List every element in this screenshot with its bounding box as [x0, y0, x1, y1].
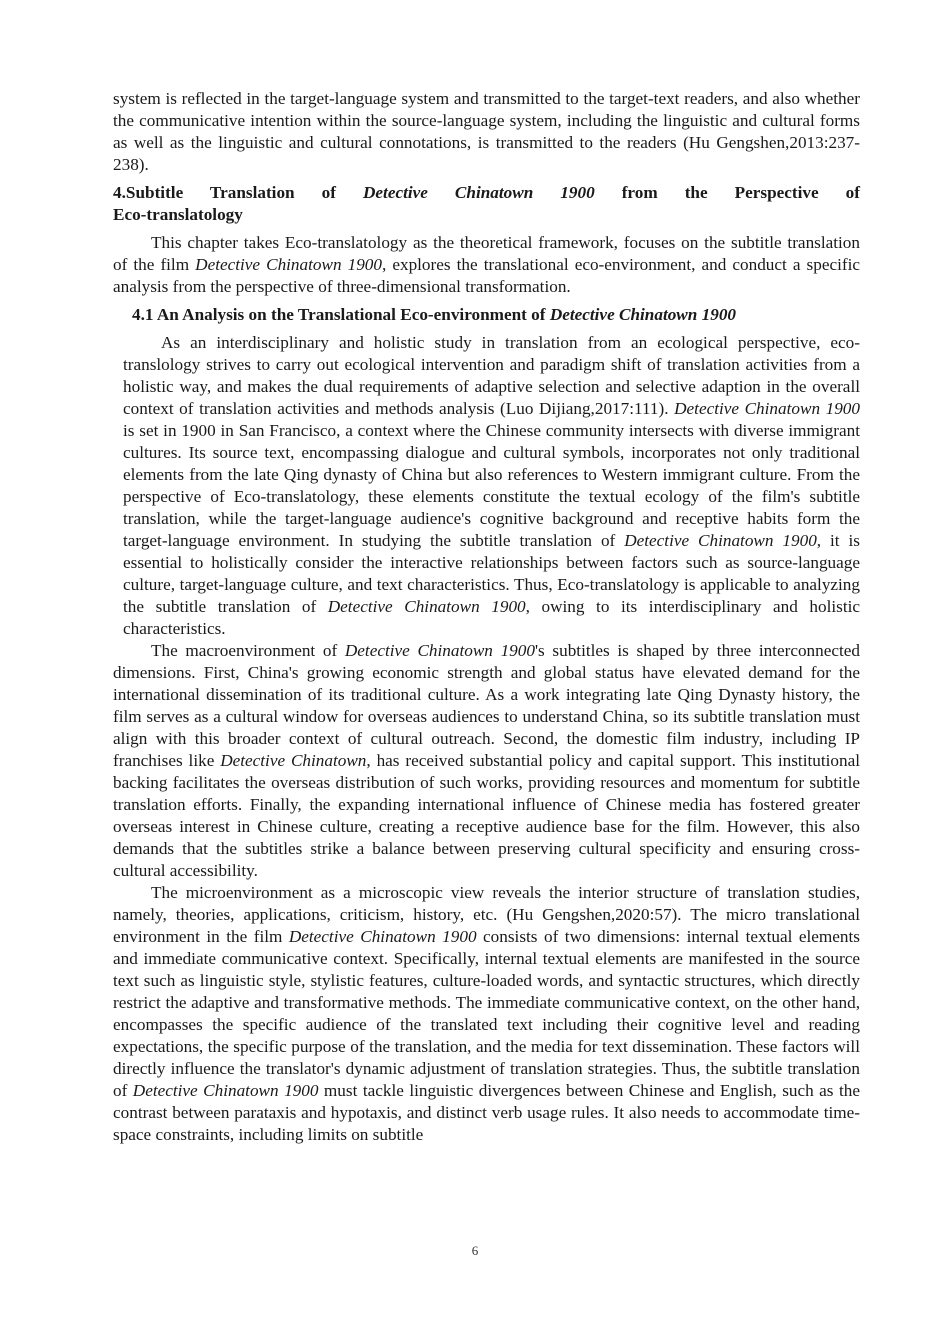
heading-prefix: 4.Subtitle Translation of — [113, 183, 363, 202]
page-number: 6 — [471, 1243, 479, 1258]
subsection-heading-4-1 — [132, 304, 860, 326]
p3-film-title-1: Detective Chinatown 1900 — [344, 641, 535, 660]
paragraph-continuation: system is reflected in the target-language system and transmitted to the target-text readers, and also whether the communicative intention within the source-language system, including the linguistic and cultural forms as well as the linguistic and cultural connotations, is transmitted to the readers (Hu Gengshen,2013:237-238). — [113, 89, 860, 174]
paragraph-eco-translatology — [123, 332, 860, 640]
intro-text-a: This chapter takes Eco-translatology as the theoretical framework, focuses on the subtitle translation of the film — [113, 233, 860, 274]
p2-text-a: As an interdisciplinary and holistic study in translation from an ecological perspective, eco-translology strives to carry out ecological intervention and paradigm shift of translation activities from a holistic way, and makes the dual requirements of adaptive selection and selective adaption in the overall context of translation activities and methods analysis (Luo Dijiang,2017:111). — [123, 333, 860, 418]
p2-text-c: , it is essential to holistically consider the interactive relationships between factors such as source-language culture, target-language culture, and text characteristics. Thus, Eco-translatology is applicable to analyzing the subtitle translation of — [123, 531, 860, 616]
paragraph-microenvironment — [113, 882, 860, 1146]
paragraph-macroenvironment — [113, 640, 860, 882]
p4-text-a: The microenvironment as a microscopic view reveals the interior structure of translation studies, namely, theories, applications, criticism, history, etc. (Hu Gengshen,2020:57). The micro translational environment in the film — [113, 883, 860, 946]
p2-film-title-3b: Chinatown 1900 — [404, 597, 526, 616]
chapter-intro-paragraph — [113, 232, 860, 298]
subheading-film-title: Detective Chinatown 1900 — [549, 305, 737, 324]
p2-film-title-2: Detective Chinatown 1900 — [624, 531, 817, 550]
p2-film-title-1: Detective Chinatown 1900 — [674, 399, 860, 418]
intro-film-title: Detective Chinatown 1900 — [195, 255, 382, 274]
p4-text-b: consists of two dimensions: internal textual elements and immediate communicative context. Specifically, internal textual elements are manifested in the source text such as linguistic style, stylistic features, culture-loaded words, and syntactic structures, which directly restrict the adaptive and transformative methods. The immediate communicative context, on the other hand, encompasses the specific audience of the translated text including their cognitive level and reading expectations, the specific purpose of the translation, and the media for text dissemination. These factors will directly influence the translator's dynamic adjustment of translation strategies. Thus, the subtitle translation of — [113, 927, 860, 1100]
p2-text-d: , owing to its interdisciplinary and holistic characteristics. — [123, 597, 861, 638]
p2-film-title-3a: Detective — [327, 597, 393, 616]
p4-text-c: must tackle linguistic divergences between Chinese and English, such as the contrast between parataxis and hypotaxis, and distinct verb usage rules. It also needs to accommodate time-space constraints, including limits on subtitle — [113, 1081, 860, 1144]
p3-text-b: 's subtitles is shaped by three interconnected dimensions. First, China's growing economic strength and global status have elevated demand for the international dissemination of its traditional culture. As a work integrating late Qing Dynasty history, the film serves as a cultural window for overseas audiences to understand China, so its subtitle translation must align with this broader context of cultural outreach. Second, the domestic film industry, including IP franchises like — [113, 641, 860, 770]
p4-film-title-1: Detective Chinatown 1900 — [288, 927, 477, 946]
p3-film-title-2: Detective Chinatown — [220, 751, 367, 770]
heading-film-title: Detective Chinatown 1900 — [363, 183, 595, 202]
section-heading-4-line1 — [113, 182, 860, 204]
intro-text-b: , explores the translational eco-environment, and conduct a specific analysis from the perspective of three-dimensional transformation. — [113, 255, 860, 296]
document-page — [113, 88, 860, 1146]
section-heading-4 — [113, 182, 860, 226]
p3-text-c: , has received substantial policy and capital support. This institutional backing facilitates the overseas distribution of such works, providing resources and momentum for subtitle translation efforts. Finally, the expanding international influence of Chinese media has fostered greater overseas interest in Chinese culture, creating a receptive audience base for the film. However, this also demands that the subtitles strike a balance between preserving cultural specificity and ensuring cross-cultural accessibility. — [113, 751, 860, 880]
p4-film-title-2: Detective Chinatown 1900 — [132, 1081, 319, 1100]
p3-text-a: The macroenvironment of — [151, 641, 345, 660]
subheading-prefix: 4.1 An Analysis on the Translational Eco-environment of — [132, 305, 550, 324]
section-heading-4-line2: Eco-translatology — [113, 205, 243, 224]
heading-suffix: from the Perspective of — [594, 183, 860, 202]
p2-text-b: is set in 1900 in San Francisco, a context where the Chinese community intersects with diverse immigrant cultures. Its source text, encompassing dialogue and cultural symbols, incorporates not only traditional elements from the late Qing dynasty of China but also references to Western immigrant culture. From the perspective of Eco-translatology, these elements constitute the textual ecology of the film's subtitle translation, while the target-language audience's cognitive background and receptive habits form the target-language environment. In studying the subtitle translation of — [123, 421, 860, 550]
